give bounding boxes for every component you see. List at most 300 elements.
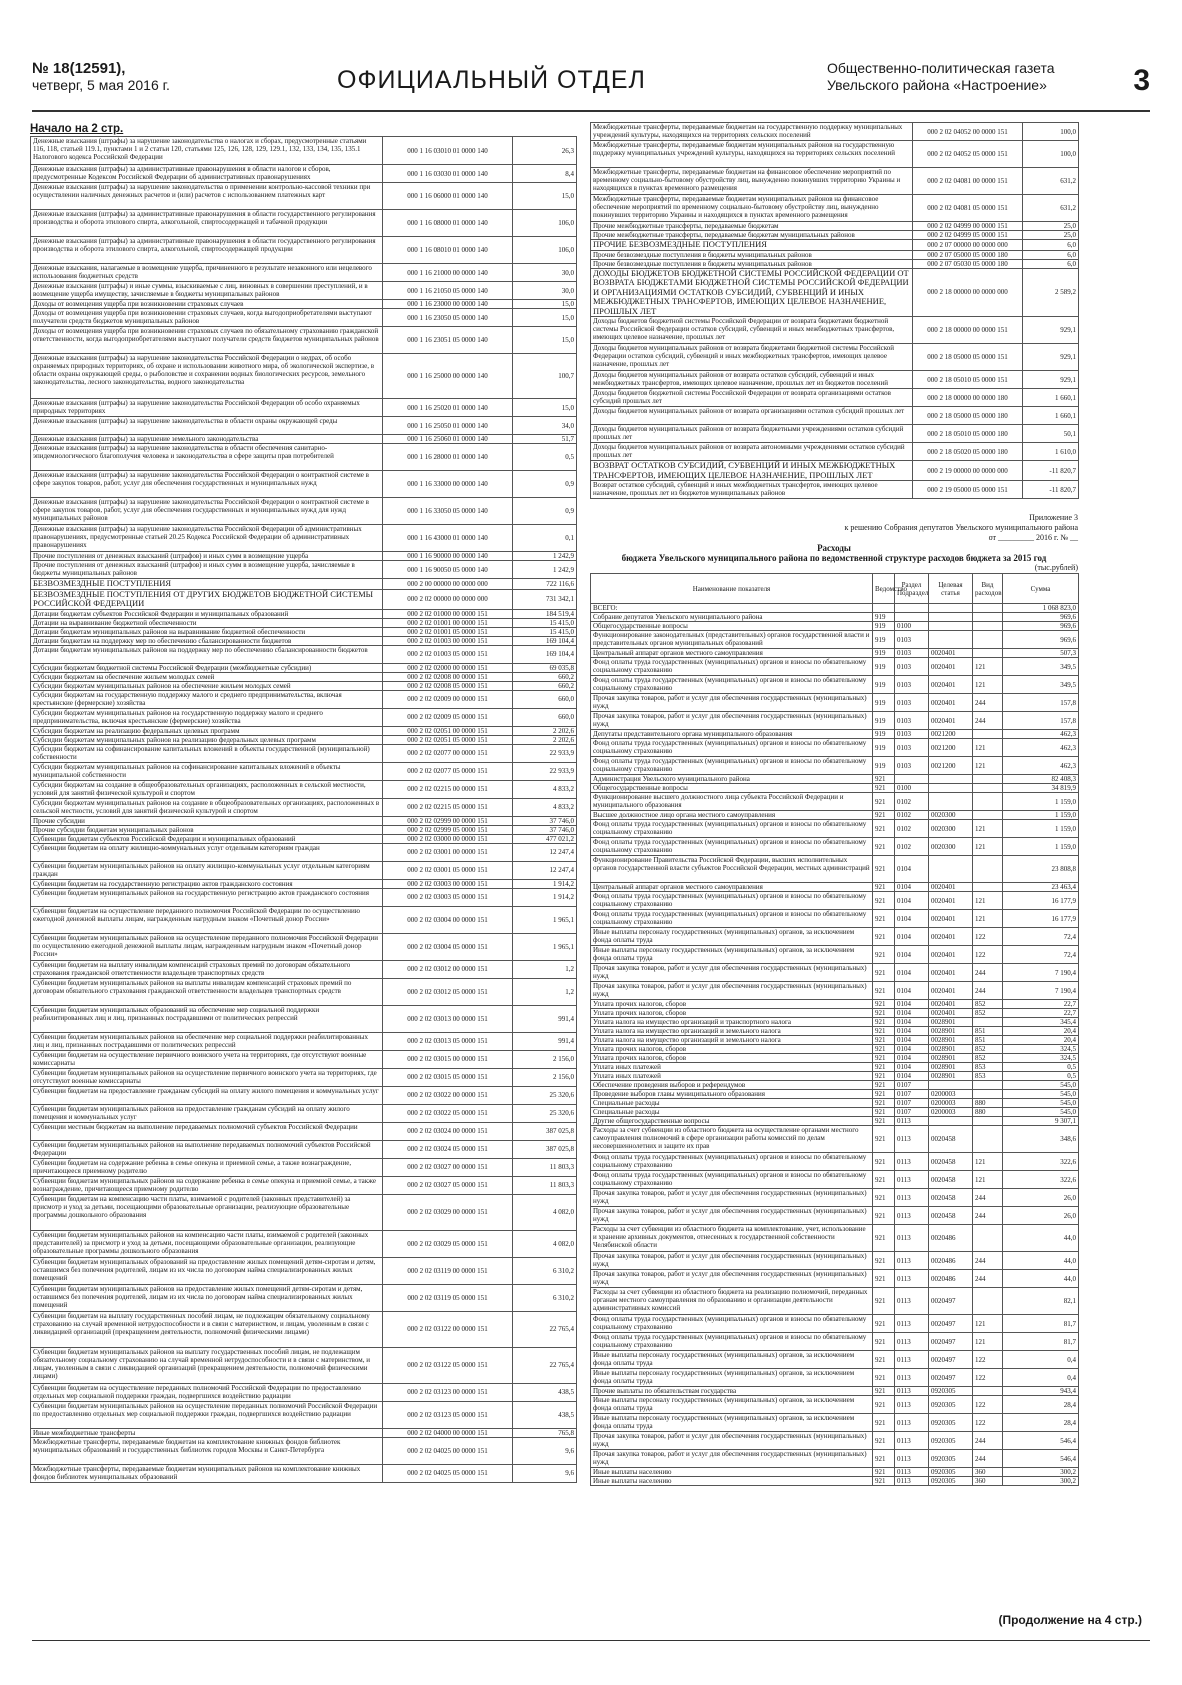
row-description: Фонд оплаты труда государственных (муниципальных) органов и взносы по обязательному социальному страхованию [591,1315,873,1333]
row-amount: 0,4 [1003,1351,1079,1369]
row-section: 0100 [895,622,929,631]
row-expense-type: 122 [973,928,1003,946]
table-row [591,1108,1079,1117]
row-target-article [929,1081,973,1090]
row-department: 921 [873,1036,895,1045]
row-amount: 9 307,1 [1003,1117,1079,1126]
row-description: Прочие межбюджетные трансферты, передаваемые бюджетам муниципальных районов [591,231,913,240]
row-description: Субсидии бюджетам бюджетной системы Российской Федерации (межбюджетные субсидии) [31,663,383,672]
row-section: 0113 [895,1207,929,1225]
table-row [591,1396,1079,1414]
row-description: Прочая закупка товаров, работ и услуг для обеспечения государственных (муниципальных) нужд [591,1450,873,1468]
row-description: Доходы бюджетов муниципальных районов от возврата бюджетами бюджетной системы Российской Федерации остатков субсидий, субвенций и иных межбюджетных трансфертов, имеющих целевое назначение, прошлых лет [591,344,913,371]
row-description: Общегосударственные вопросы [591,622,873,631]
row-description: Фонд оплаты труда государственных (муниципальных) органов и взносы по обязательному социальному страхованию [591,757,873,775]
table-row [31,354,577,399]
row-budget-code: 000 2 18 05020 05 0000 180 [913,443,1023,461]
row-section: 0107 [895,1090,929,1099]
row-description: Субвенции бюджетам муниципальных районов на обеспечение мер социальной поддержки реабилитированных лиц и лиц, признанных пострадавшими от политических репрессий [31,1032,383,1050]
row-expense-type: 360 [973,1477,1003,1486]
table-row [591,1414,1079,1432]
row-expense-type: 244 [973,1189,1003,1207]
row-amount: 22,7 [1003,1000,1079,1009]
row-budget-code: 000 2 07 05000 05 0000 180 [913,250,1023,259]
row-amount: 22,7 [1003,1009,1079,1018]
row-amount: 6 310,2 [513,1257,577,1284]
row-budget-code: 000 1 16 90000 00 0000 140 [383,552,513,561]
table-row [31,1437,577,1464]
row-amount: 322,6 [1003,1171,1079,1189]
row-amount: 72,4 [1003,946,1079,964]
row-expense-type [973,775,1003,784]
row-department: 921 [873,1315,895,1333]
row-section [895,604,929,613]
row-section: 0113 [895,1477,929,1486]
row-description: Прочая закупка товаров, работ и услуг для обеспечения государственных (муниципальных) нужд [591,1189,873,1207]
row-section: 0113 [895,1351,929,1369]
row-amount: 545,0 [1003,1090,1079,1099]
row-budget-code: 000 2 18 05010 05 0000 151 [913,371,1023,389]
revenue-table-left [30,136,577,1483]
table-row [31,399,577,417]
table-row [31,525,577,552]
row-target-article: 0028901 [929,1072,973,1081]
row-target-article [929,604,973,613]
row-expense-type [973,784,1003,793]
row-target-article: 0020401 [929,649,973,658]
table-row [31,618,577,627]
row-department: 921 [873,1081,895,1090]
row-description: Фонд оплаты труда государственных (муниципальных) органов и взносы по обязательному социальному страхованию [591,892,873,910]
row-description: Субвенции бюджетам на осуществление переданных полномочий Российской Федерации по предоставлению отдельных мер социальной поддержки граждан, подвергшихся воздействию радиации [31,1383,383,1401]
row-amount: 82 408,3 [1003,775,1079,784]
row-amount: 25,0 [1023,222,1079,231]
row-expense-type: 880 [973,1099,1003,1108]
row-section: 0104 [895,1018,929,1027]
row-section: 0113 [895,1225,929,1252]
table-row [591,1126,1079,1153]
row-section: 0113 [895,1369,929,1387]
row-budget-code: 000 2 02 01001 05 0000 151 [383,627,513,636]
table-row [591,793,1079,811]
row-expense-type: 121 [973,676,1003,694]
table-row [31,579,577,590]
left-column [30,122,576,1483]
row-amount: 81,7 [1003,1315,1079,1333]
page-number: 3 [1133,64,1150,97]
row-description: Уплата иных платежей [591,1072,873,1081]
row-section: 0113 [895,1270,929,1288]
row-description: Дотации бюджетам на поддержку мер по обеспечению сбалансированности бюджетов [31,636,383,645]
row-description: Денежные взыскания (штрафы) за нарушение законодательства в области охраны окружающей среды [31,417,383,435]
row-target-article: 0028901 [929,1045,973,1054]
row-description: Иные межбюджетные трансферты [31,1428,383,1437]
row-amount: 349,5 [1003,676,1079,694]
row-amount: 6,0 [1023,259,1079,268]
row-amount: 169 104,4 [513,636,577,645]
table-header-row [591,574,1079,604]
row-amount: 0,1 [513,525,577,552]
row-budget-code: 000 2 02 02009 05 0000 151 [383,708,513,726]
row-department: 921 [873,1099,895,1108]
row-expense-type [973,1090,1003,1099]
row-description: Фонд оплаты труда государственных (муниципальных) органов и взносы по обязательному социальному страхованию [591,1333,873,1351]
row-expense-type: 122 [973,1414,1003,1432]
row-target-article: 0020401 [929,910,973,928]
row-section: 0104 [895,892,929,910]
row-expense-type: 244 [973,1450,1003,1468]
table-row [591,928,1079,946]
row-department: 921 [873,964,895,982]
row-description: Иные выплаты населению [591,1477,873,1486]
row-amount: 765,8 [513,1428,577,1437]
row-amount: 929,1 [1023,344,1079,371]
table-row [31,282,577,300]
row-section: 0113 [895,1288,929,1315]
table-row [31,552,577,561]
row-department: 921 [873,793,895,811]
row-target-article [929,1117,973,1126]
row-amount: 34,0 [513,417,577,435]
row-budget-code: 000 1 16 25050 01 0000 140 [383,417,513,435]
row-department: 921 [873,1153,895,1171]
row-section: 0113 [895,1333,929,1351]
row-description: Субвенции бюджетам муниципальных районов на осуществление переданного полномочия Российской Федерации по осуществлению ежегодной денежной выплаты лицам, награжденным нагрудным знаком «Почетный донор России» [31,933,383,960]
row-budget-code: 000 1 16 21050 05 0000 140 [383,282,513,300]
row-description: Прочие безвозмездные поступления в бюджеты муниципальных районов [591,259,913,268]
row-department: 921 [873,946,895,964]
row-expense-type [973,730,1003,739]
row-expense-type: 244 [973,1252,1003,1270]
row-description: Межбюджетные трансферты, передаваемые бюджетам на комплектование книжных фондов библиотек муниципальных образований и государственных библиотек городов Москвы и Санкт-Петербурга [31,1437,383,1464]
row-description: Субвенции бюджетам муниципальных районов на оплату жилищно-коммунальных услуг отдельным категориям граждан [31,861,383,879]
row-target-article: 0028901 [929,1054,973,1063]
row-amount: 9,6 [513,1464,577,1482]
table-row [31,690,577,708]
row-description: Денежные взыскания (штрафы) за нарушение законодательства Российской Федерации об особо охраняемых природных территориях [31,399,383,417]
row-description: Иные выплаты персоналу государственных (муниципальных) органов, за исключением фонда оплаты труда [591,1369,873,1387]
row-description: Денежные взыскания (штрафы) за нарушение законодательства о применении контрольно-кассовой техники при осуществлении наличных денежных расчетов и (или) расчетов с использованием платежных карт [31,183,383,210]
table-row [31,1050,577,1068]
table-row [31,1194,577,1230]
table-row [31,237,577,264]
row-description: Прочие межбюджетные трансферты, передаваемые бюджетам [591,222,913,231]
row-budget-code: 000 2 02 03029 00 0000 151 [383,1194,513,1230]
table-row [591,481,1079,499]
row-section: 0104 [895,1045,929,1054]
row-description: Иные выплаты персоналу государственных (муниципальных) органов, за исключением фонда оплаты труда [591,946,873,964]
row-section: 0104 [895,1063,929,1072]
table-row [31,1230,577,1257]
table-row [591,443,1079,461]
row-section: 0104 [895,928,929,946]
row-target-article [929,631,973,649]
column-header: Наименование показателя [591,574,873,604]
row-amount: 12 247,4 [513,843,577,861]
table-row [591,1018,1079,1027]
row-description: Денежные взыскания (штрафы) за административные правонарушения в области государственного регулирования производства и оборота этилового спирта, алкогольной, спиртосодержащей продукции [31,237,383,264]
table-row [591,883,1079,892]
row-description: Дотации бюджетам субъектов Российской Федерации и муниципальных образований [31,609,383,618]
row-expense-type: 121 [973,910,1003,928]
table-row [591,1054,1079,1063]
row-budget-code: 000 1 16 25060 01 0000 140 [383,435,513,444]
column-header: Вид расходов [973,574,1003,604]
column-header: Целевая статья [929,574,973,604]
table-row [591,820,1079,838]
row-amount: -11 820,7 [1023,481,1079,499]
row-section: 0113 [895,1387,929,1396]
row-section [895,613,929,622]
row-expense-type [973,811,1003,820]
row-description: Функционирование высшего должностного лица субъекта Российской Федерации и муниципального образования [591,793,873,811]
appendix-title: Расходы [817,543,851,553]
row-budget-code: 000 2 07 05030 05 0000 180 [913,259,1023,268]
row-amount: 20,4 [1003,1027,1079,1036]
row-target-article: 0028901 [929,1027,973,1036]
row-department: 921 [873,856,895,883]
row-expense-type: 852 [973,1000,1003,1009]
row-amount: 7 190,4 [1003,982,1079,1000]
row-target-article: 0021200 [929,739,973,757]
table-row [591,631,1079,649]
row-target-article: 0920305 [929,1396,973,1414]
row-budget-code: 000 2 02 03029 05 0000 151 [383,1230,513,1257]
row-section: 0104 [895,946,929,964]
row-amount: 25 320,6 [513,1104,577,1122]
row-budget-code: 000 2 02 02999 00 0000 151 [383,816,513,825]
row-description: Субвенции бюджетам муниципальных районов на выполнение передаваемых полномочий субъектов Российской Федерации [31,1140,383,1158]
row-department: 921 [873,1369,895,1387]
table-row [31,1347,577,1383]
row-description: Прочие поступления от денежных взысканий (штрафов) и иных сумм в возмещение ущерба [31,552,383,561]
row-description: Прочая закупка товаров, работ и услуг для обеспечения государственных (муниципальных) нужд [591,712,873,730]
row-amount: 169 104,4 [513,645,577,663]
row-section: 0104 [895,910,929,928]
row-amount: 722 116,6 [513,579,577,590]
row-section [895,775,929,784]
row-amount: 44,0 [1003,1270,1079,1288]
table-row [31,825,577,834]
row-department: 919 [873,631,895,649]
row-expense-type: 121 [973,1333,1003,1351]
row-amount: 1 965,1 [513,906,577,933]
row-department: 921 [873,1252,895,1270]
row-section: 0113 [895,1432,929,1450]
table-row [591,856,1079,883]
row-target-article: 0020401 [929,883,973,892]
row-description: Фонд оплаты труда государственных (муниципальных) органов и взносы по обязательному социальному страхованию [591,1153,873,1171]
row-amount: 11 803,3 [513,1158,577,1176]
row-description: БЕЗВОЗМЕЗДНЫЕ ПОСТУПЛЕНИЯ ОТ ДРУГИХ БЮДЖЕТОВ БЮДЖЕТНОЙ СИСТЕМЫ РОССИЙСКОЙ ФЕДЕРАЦИИ [31,589,383,609]
table-row [31,1284,577,1311]
table-row [591,1009,1079,1018]
row-target-article: 0920305 [929,1387,973,1396]
row-budget-code: 000 2 02 03000 00 0000 151 [383,834,513,843]
row-amount: 387 025,8 [513,1122,577,1140]
row-description: Субсидии бюджетам муниципальных районов на софинансирование капитальных вложений в объекты муниципальной собственности [31,762,383,780]
row-department: 921 [873,1045,895,1054]
row-budget-code: 000 2 00 00000 00 0000 000 [383,579,513,590]
row-department: 921 [873,1270,895,1288]
row-section: 0113 [895,1252,929,1270]
row-amount: 462,3 [1003,757,1079,775]
row-amount: 660,0 [513,708,577,726]
row-description: Дотации на выравнивание бюджетной обеспеченности [31,618,383,627]
table-row [591,1225,1079,1252]
row-section: 0103 [895,676,929,694]
row-budget-code: 000 2 02 03024 05 0000 151 [383,1140,513,1158]
row-target-article: 0020458 [929,1171,973,1189]
table-row [31,1140,577,1158]
table-row [591,658,1079,676]
row-budget-code: 000 2 02 03119 00 0000 151 [383,1257,513,1284]
column-header: Ведомство [873,574,895,604]
row-amount: 1 914,2 [513,888,577,906]
row-budget-code: 000 2 02 02008 05 0000 151 [383,681,513,690]
row-budget-code: 000 2 02 03003 00 0000 151 [383,879,513,888]
footer-rule [32,1640,1150,1641]
row-amount: 943,4 [1003,1387,1079,1396]
row-amount: 545,0 [1003,1081,1079,1090]
row-description: Денежные взыскания (штрафы) за нарушение земельного законодательства [31,435,383,444]
row-description: Фонд оплаты труда государственных (муниципальных) органов и взносы по обязательному социальному страхованию [591,838,873,856]
table-row [591,622,1079,631]
row-target-article: 0920305 [929,1450,973,1468]
table-row [31,1383,577,1401]
row-department: 919 [873,712,895,730]
row-budget-code: 000 1 16 33050 05 0000 140 [383,498,513,525]
row-amount: 69 035,8 [513,663,577,672]
row-amount: 2 202,6 [513,726,577,735]
row-target-article: 0020497 [929,1288,973,1315]
row-description: Уплата прочих налогов, сборов [591,1054,873,1063]
row-amount: 12 247,4 [513,861,577,879]
row-amount: 660,2 [513,672,577,681]
row-budget-code: 000 1 16 06000 01 0000 140 [383,183,513,210]
row-description: Субвенции бюджетам муниципальных образований на предоставление жилых помещений детям-сиротам и детям, оставшимся без попечения родителей, лицам из их числа по договорам найма специализированных жилых помещений [31,1257,383,1284]
row-section: 0104 [895,1036,929,1045]
row-expense-type: 121 [973,1315,1003,1333]
row-expense-type [973,613,1003,622]
row-target-article: 0200003 [929,1108,973,1117]
row-expense-type: 121 [973,892,1003,910]
row-department: 919 [873,739,895,757]
row-description: Проведение выборов главы муниципального образования [591,1090,873,1099]
row-amount: 0,4 [1003,1369,1079,1387]
table-row [31,843,577,861]
table-row [591,775,1079,784]
row-amount: 15 415,0 [513,627,577,636]
row-budget-code: 000 2 18 05000 05 0000 180 [913,407,1023,425]
row-amount: 6,0 [1023,250,1079,259]
row-target-article: 0020497 [929,1315,973,1333]
row-target-article: 0020486 [929,1252,973,1270]
table-row [591,123,1079,141]
row-description: Дотации бюджетам муниципальных районов на выравнивание бюджетной обеспеченности [31,627,383,636]
row-expense-type: 122 [973,946,1003,964]
row-description: Высшее должностное лицо органа местного самоуправления [591,811,873,820]
row-description: Расходы за счет субвенции из областного бюджета на реализацию полномочий, переданных органам местного самоуправления по образованию и организации деятельности административных комиссий [591,1288,873,1315]
row-department: 921 [873,1189,895,1207]
table-row [31,498,577,525]
row-target-article: 0028901 [929,1018,973,1027]
row-budget-code: 000 2 07 00000 00 0000 000 [913,240,1023,251]
row-description: Доходы от возмещения ущерба при возникновении страховых случаев [31,300,383,309]
column-header: Сумма [1003,574,1079,604]
row-amount: 34 819,9 [1003,784,1079,793]
row-budget-code: 000 2 02 02999 05 0000 151 [383,825,513,834]
row-department: 921 [873,1072,895,1081]
row-description: Субвенции бюджетам на осуществление переданного полномочия Российской Федерации по осуществлению ежегодной денежной выплаты лицам, награжденным нагрудным знаком «Почетный донор России» [31,906,383,933]
row-amount: 26,3 [513,137,577,165]
row-department: 921 [873,1117,895,1126]
row-amount: 157,8 [1003,694,1079,712]
row-department: 919 [873,649,895,658]
row-description: Уплата прочих налогов, сборов [591,1000,873,1009]
row-description: Фонд оплаты труда государственных (муниципальных) органов и взносы по обязательному социальному страхованию [591,658,873,676]
row-description: Субвенции местным бюджетам на выполнение передаваемых полномочий субъектов Российской Федерации [31,1122,383,1140]
table-row [31,672,577,681]
row-budget-code: 000 1 16 25000 00 0000 140 [383,354,513,399]
row-description: Возврат остатков субсидий, субвенций и иных межбюджетных трансфертов, имеющих целевое назначение, прошлых лет из бюджетов муниципальных районов [591,481,913,499]
row-section: 0113 [895,1315,929,1333]
row-budget-code: 000 2 02 03122 00 0000 151 [383,1311,513,1347]
row-target-article: 0020401 [929,964,973,982]
row-description: Доходы бюджетов муниципальных районов от возврата бюджетными учреждениями остатков субсидий прошлых лет [591,425,913,443]
table-row [31,978,577,1005]
row-department: 921 [873,1171,895,1189]
row-description: Субвенции бюджетам на выплату инвалидам компенсаций страховых премий по договорам обязательного страхования гражданской ответственности владельцев транспортных средств [31,960,383,978]
table-row [31,1104,577,1122]
row-amount: 2 156,0 [513,1068,577,1086]
row-target-article: 0021200 [929,757,973,775]
row-description: Прочая закупка товаров, работ и услуг для обеспечения государственных (муниципальных) нужд [591,964,873,982]
row-amount: 462,3 [1003,739,1079,757]
row-description: Прочая закупка товаров, работ и услуг для обеспечения государственных (муниципальных) нужд [591,1207,873,1225]
table-row [31,309,577,327]
row-amount: 184 519,4 [513,609,577,618]
row-budget-code: 000 1 16 28000 01 0000 140 [383,444,513,471]
row-amount: 1 068 823,0 [1003,604,1079,613]
table-row [591,1099,1079,1108]
row-description: Функционирование законодательных (представительных) органов государственной власти и представительных органов муниципальных образований [591,631,873,649]
paper-name-line: Увельского района «Настроение» [827,77,1047,93]
row-description: Доходы бюджетов муниципальных районов от возврата остатков субсидий, субвенций и иных межбюджетных трансфертов, имеющих целевое назначение, прошлых лет из бюджетов поселений [591,371,913,389]
row-amount: 37 746,0 [513,816,577,825]
row-target-article: 0020401 [929,694,973,712]
row-target-article: 0021200 [929,730,973,739]
row-target-article: 0020401 [929,892,973,910]
row-budget-code: 000 2 19 05000 05 0000 151 [913,481,1023,499]
row-budget-code: 000 2 02 03119 05 0000 151 [383,1284,513,1311]
row-expense-type: 852 [973,1009,1003,1018]
row-budget-code: 000 1 16 23050 05 0000 140 [383,309,513,327]
row-department: 921 [873,775,895,784]
row-description: Прочая закупка товаров, работ и услуг для обеспечения государственных (муниципальных) нужд [591,1270,873,1288]
table-row [591,892,1079,910]
row-description: Уплата налога на имущество организаций и транспортного налога [591,1018,873,1027]
table-row [31,1176,577,1194]
table-row [31,1005,577,1032]
row-amount: 546,4 [1003,1432,1079,1450]
row-description: Иные выплаты персоналу государственных (муниципальных) органов, за исключением фонда оплаты труда [591,1396,873,1414]
row-amount: 44,0 [1003,1225,1079,1252]
expenditure-table [590,573,1079,1486]
row-department: 919 [873,676,895,694]
row-amount: 546,4 [1003,1450,1079,1468]
row-description: Денежные взыскания (штрафы) за административные правонарушения в области налогов и сборов, предусмотренные Кодексом Российской Федерации об административных правонарушениях [31,165,383,183]
